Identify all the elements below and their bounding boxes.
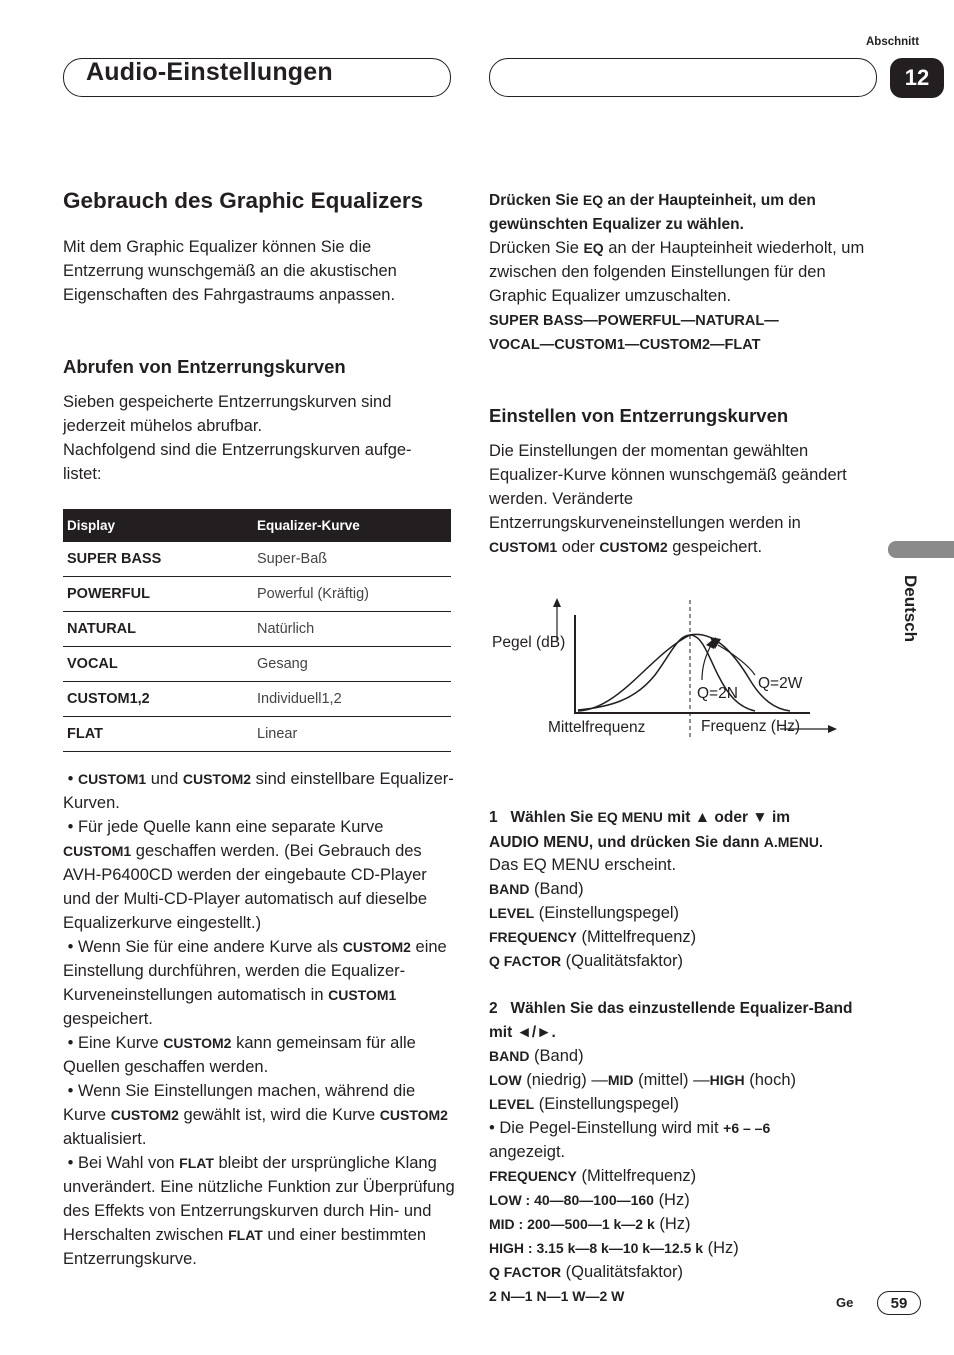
menu-item: LEVEL (Einstellungspegel) <box>489 904 680 922</box>
header-empty-frame <box>489 58 877 97</box>
frequency-line: FREQUENCY (Mittelfrequenz) <box>489 1167 697 1185</box>
y-arrow-head <box>553 598 561 607</box>
table-row <box>63 682 451 717</box>
diagram-y-label: Pegel (dB) <box>492 634 566 651</box>
level-line: LEVEL (Einstellungspegel) <box>489 1095 680 1113</box>
language-tab-marker <box>888 541 954 558</box>
note-item: • Bei Wahl von FLAT bleibt der ursprüngliche Klang unverändert. Eine nützliche Funktion zur Überprüfung des Effekts von Entzerrungskurven durch Hin- und Herschalten zwischen FLAT und einer bestimmten Entzerrungskurve. <box>63 1154 455 1268</box>
q-factor-values: 2 N—1 N—1 W—2 W <box>489 1288 625 1304</box>
menu-item: BAND (Band) <box>489 880 584 898</box>
table-row <box>63 577 451 612</box>
curve-wide <box>578 634 790 711</box>
eq-sequence <box>489 309 884 357</box>
table-cell-display: POWERFUL <box>63 577 253 612</box>
mid-frequencies: MID : 200—500—1 k—2 k (Hz) <box>489 1215 691 1233</box>
table-cell-display: FLAT <box>63 717 253 752</box>
equalizer-curve-table <box>63 509 451 752</box>
note-item: • CUSTOM1 und CUSTOM2 sind einstellbare Equalizer-Kurven. <box>63 770 454 812</box>
table-cell-display: VOCAL <box>63 647 253 682</box>
table-cell-display: NATURAL <box>63 612 253 647</box>
table-cell-curve: Gesang <box>253 647 451 682</box>
note-item: • Für jede Quelle kann eine separate Kurve CUSTOM1 geschaffen werden. (Bei Gebrauch des AVH-P6400CD werden der eingebaute CD-Player und der Multi-CD-Player automatisch auf dieselbe Equalizerkurve eingestellt.) <box>63 818 428 932</box>
step-2-heading: 2 Wählen Sie das einzustellende Equalizer-Band mit ◄/►. <box>489 1000 853 1041</box>
recall-text-2a: Nachfolgend sind die Entzerrungskurven aufge- <box>63 441 412 459</box>
step-2-body <box>489 1044 884 1308</box>
table-cell-curve: Super-Baß <box>253 542 451 577</box>
notes-list <box>63 767 455 1271</box>
level-note-end: angezeigt. <box>489 1143 566 1161</box>
eq-sequence-line2: VOCAL—CUSTOM1—CUSTOM2—FLAT <box>489 337 761 353</box>
table-cell-curve: Powerful (Kräftig) <box>253 577 451 612</box>
table-row <box>63 612 451 647</box>
sub-heading-adjust: Einstellen von Entzerrungskurven <box>489 405 789 426</box>
band-options: LOW (niedrig) —MID (mittel) —HIGH (hoch) <box>489 1071 796 1089</box>
q-factor-line: Q FACTOR (Qualitätsfaktor) <box>489 1263 684 1281</box>
low-frequencies: LOW : 40—80—100—160 (Hz) <box>489 1191 690 1209</box>
diagram-center-label: Mittelfrequenz <box>548 719 646 736</box>
table-cell-display: SUPER BASS <box>63 542 253 577</box>
diagram-q-narrow: Q=2N <box>697 685 738 702</box>
step-1-heading: 1 Wählen Sie EQ MENU mit ▲ oder ▼ im AUDIO MENU, und drücken Sie dann A.MENU. <box>489 809 823 851</box>
language-code: Ge <box>836 1295 854 1310</box>
table-row <box>63 717 451 752</box>
sub-heading-recall: Abrufen von Entzerrungskurven <box>63 356 346 377</box>
press-eq-body: Drücken Sie EQ an der Haupteinheit wiederholt, um zwischen den folgenden Einstellungen für den Graphic Equalizer umzuschalten. <box>489 239 865 305</box>
table-row <box>63 542 451 577</box>
intro-text: Mit dem Graphic Equalizer können Sie die Entzerrung wunschgemäß an die akustischen Eigenschaften des Fahrgastraums anpassen. <box>63 238 397 304</box>
menu-item: Q FACTOR (Qualitätsfaktor) <box>489 952 684 970</box>
table-cell-display: CUSTOM1,2 <box>63 682 253 717</box>
table-header-row <box>63 509 451 542</box>
language-tab-label: Deutsch <box>901 575 920 643</box>
table-header-curve: Equalizer-Kurve <box>253 509 451 542</box>
recall-text-1: Sieben gespeicherte Entzerrungskurven sind jederzeit mühelos abrufbar. <box>63 393 392 435</box>
recall-text-2b: listet: <box>63 465 102 483</box>
eq-sequence-line1: SUPER BASS—POWERFUL—NATURAL— <box>489 313 779 329</box>
table-cell-curve: Linear <box>253 717 451 752</box>
diagram-q-wide: Q=2W <box>758 675 803 692</box>
chapter-title: Audio-Einstellungen <box>86 58 333 86</box>
page-heading: Gebrauch des Graphic Equalizers <box>63 188 424 213</box>
recall-text <box>63 390 455 486</box>
chapter-number-badge: 12 <box>890 58 944 98</box>
press-eq-heading: Drücken Sie EQ an der Haupteinheit, um den gewünschten Equalizer zu wählen. <box>489 192 816 233</box>
level-note: • Die Pegel-Einstellung wird mit +6 – –6 <box>489 1119 771 1137</box>
menu-item: FREQUENCY (Mittelfrequenz) <box>489 928 697 946</box>
note-item: • Wenn Sie für eine andere Kurve als CUSTOM2 eine Einstellung durchführen, werden die Equalizer-Kurveneinstellungen automatisch in CUSTOM1 gespeichert. <box>63 938 447 1028</box>
section-label: Abschnitt <box>866 36 920 48</box>
step-1-body <box>489 853 884 973</box>
table-header-display: Display <box>63 509 253 542</box>
page-number: 59 <box>877 1291 921 1315</box>
table-cell-curve: Individuell1,2 <box>253 682 451 717</box>
step-1-result: Das EQ MENU erscheint. <box>489 856 677 874</box>
table-row <box>63 647 451 682</box>
q-narrow-pointer <box>702 643 712 680</box>
note-item: • Eine Kurve CUSTOM2 kann gemeinsam für alle Quellen geschaffen werden. <box>63 1034 416 1076</box>
note-item: • Wenn Sie Einstellungen machen, während die Kurve CUSTOM2 gewählt ist, wird die Kurve CUSTOM2 aktualisiert. <box>63 1082 448 1148</box>
x-arrow-head <box>828 725 837 733</box>
band-line: BAND (Band) <box>489 1047 584 1065</box>
high-frequencies: HIGH : 3.15 k—8 k—10 k—12.5 k (Hz) <box>489 1239 739 1257</box>
table-cell-curve: Natürlich <box>253 612 451 647</box>
diagram-x-label: Frequenz (Hz) <box>701 718 801 735</box>
adjust-text: Die Einstellungen der momentan gewählten Equalizer-Kurve können wunschgemäß geändert werden. Veränderte Entzerrungskurveneinstellungen werden in CUSTOM1 oder CUSTOM2 gespeichert. <box>489 442 847 556</box>
